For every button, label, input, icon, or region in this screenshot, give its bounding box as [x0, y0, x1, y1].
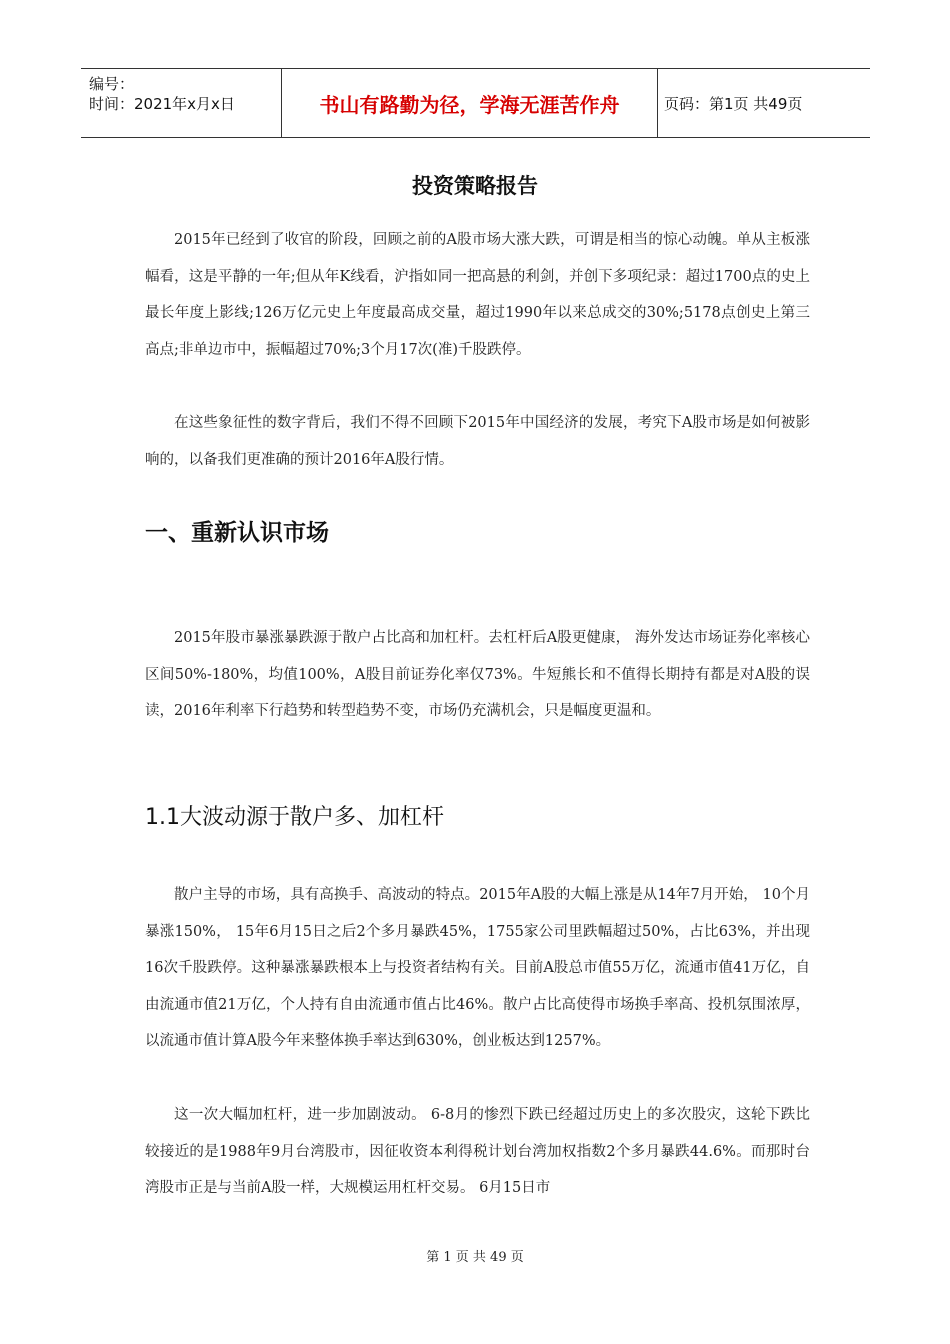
intro-paragraph-1: 2015年已经到了收官的阶段，回顾之前的A股市场大涨大跌，可谓是相当的惊心动魄。单从主板涨幅看，这是平静的一年;但从年K线看，沪指如同一把高悬的利剑，并创下多项纪录：超过1700点的史上最长年度上影线;126万亿元史上年度最高成交量，超过1990年以来总成交的30%;5178点创史上第三高点;非单边市中，振幅超过70%;3个月17次(准)千股跌停。 [145, 232, 810, 358]
subsection-paragraph-2: 这一次大幅加杠杆，进一步加剧波动。 6-8月的惨烈下跌已经超过历史上的多次股灾，这轮下跌比较接近的是1988年9月台湾股市，因征收资本利得税计划台湾加权指数2个多月暴跌44.6%。而那时台湾股市正是与当前A股一样，大规模运用杠杆交易。 6月15日市 [145, 1107, 810, 1196]
section-heading: 一、重新认识市场 [145, 520, 329, 546]
intro-paragraph-2: 在这些象征性的数字背后，我们不得不回顾下2015年中国经济的发展，考究下A股市场是如何被影响的，以备我们更准确的预计2016年A股行情。 [145, 415, 810, 468]
subsection-heading: 1.1大波动源于散户多、加杠杆 [145, 805, 444, 830]
number-label: 编号： [89, 75, 135, 93]
document-title: 投资策略报告 [412, 174, 538, 198]
header-page-code: 页码：第1页 共49页 [664, 94, 803, 113]
header-table [81, 68, 870, 138]
section-paragraph: 2015年股市暴涨暴跌源于散户占比高和加杠杆。去杠杆后A股更健康， 海外发达市场证券化率核心区间50%-180%，均值100%，A股目前证券化率仅73%。牛短熊长和不值得长期持有都是对A股的误读，2016年利率下行趋势和转型趋势不变，市场仍充满机会，只是幅度更温和。 [145, 630, 810, 719]
header-motto: 书山有路勤为径，学海无涯苦作舟 [282, 69, 658, 137]
page-footer: 第 1 页 共 49 页 [426, 1250, 524, 1265]
subsection-paragraph-1: 散户主导的市场，具有高换手、高波动的特点。2015年A股的大幅上涨是从14年7月开始， 10个月暴涨150%， 15年6月15日之后2个多月暴跌45%，1755家公司里跌幅超过50%，占比63%，并出现16次千股跌停。这种暴涨暴跌根本上与投资者结构有关。目前A股总市值55万亿，流通市值41万亿，自由流通市值21万亿，个人持有自由流通市值占比46%。散户占比高使得市场换手率高、投机氛围浓厚，以流通市值计算A股今年来整体换手率达到630%，创业板达到1257%。 [145, 887, 810, 1049]
date-label: 时间：2021年x月x日 [89, 95, 235, 113]
header-meta-cell [81, 69, 282, 137]
